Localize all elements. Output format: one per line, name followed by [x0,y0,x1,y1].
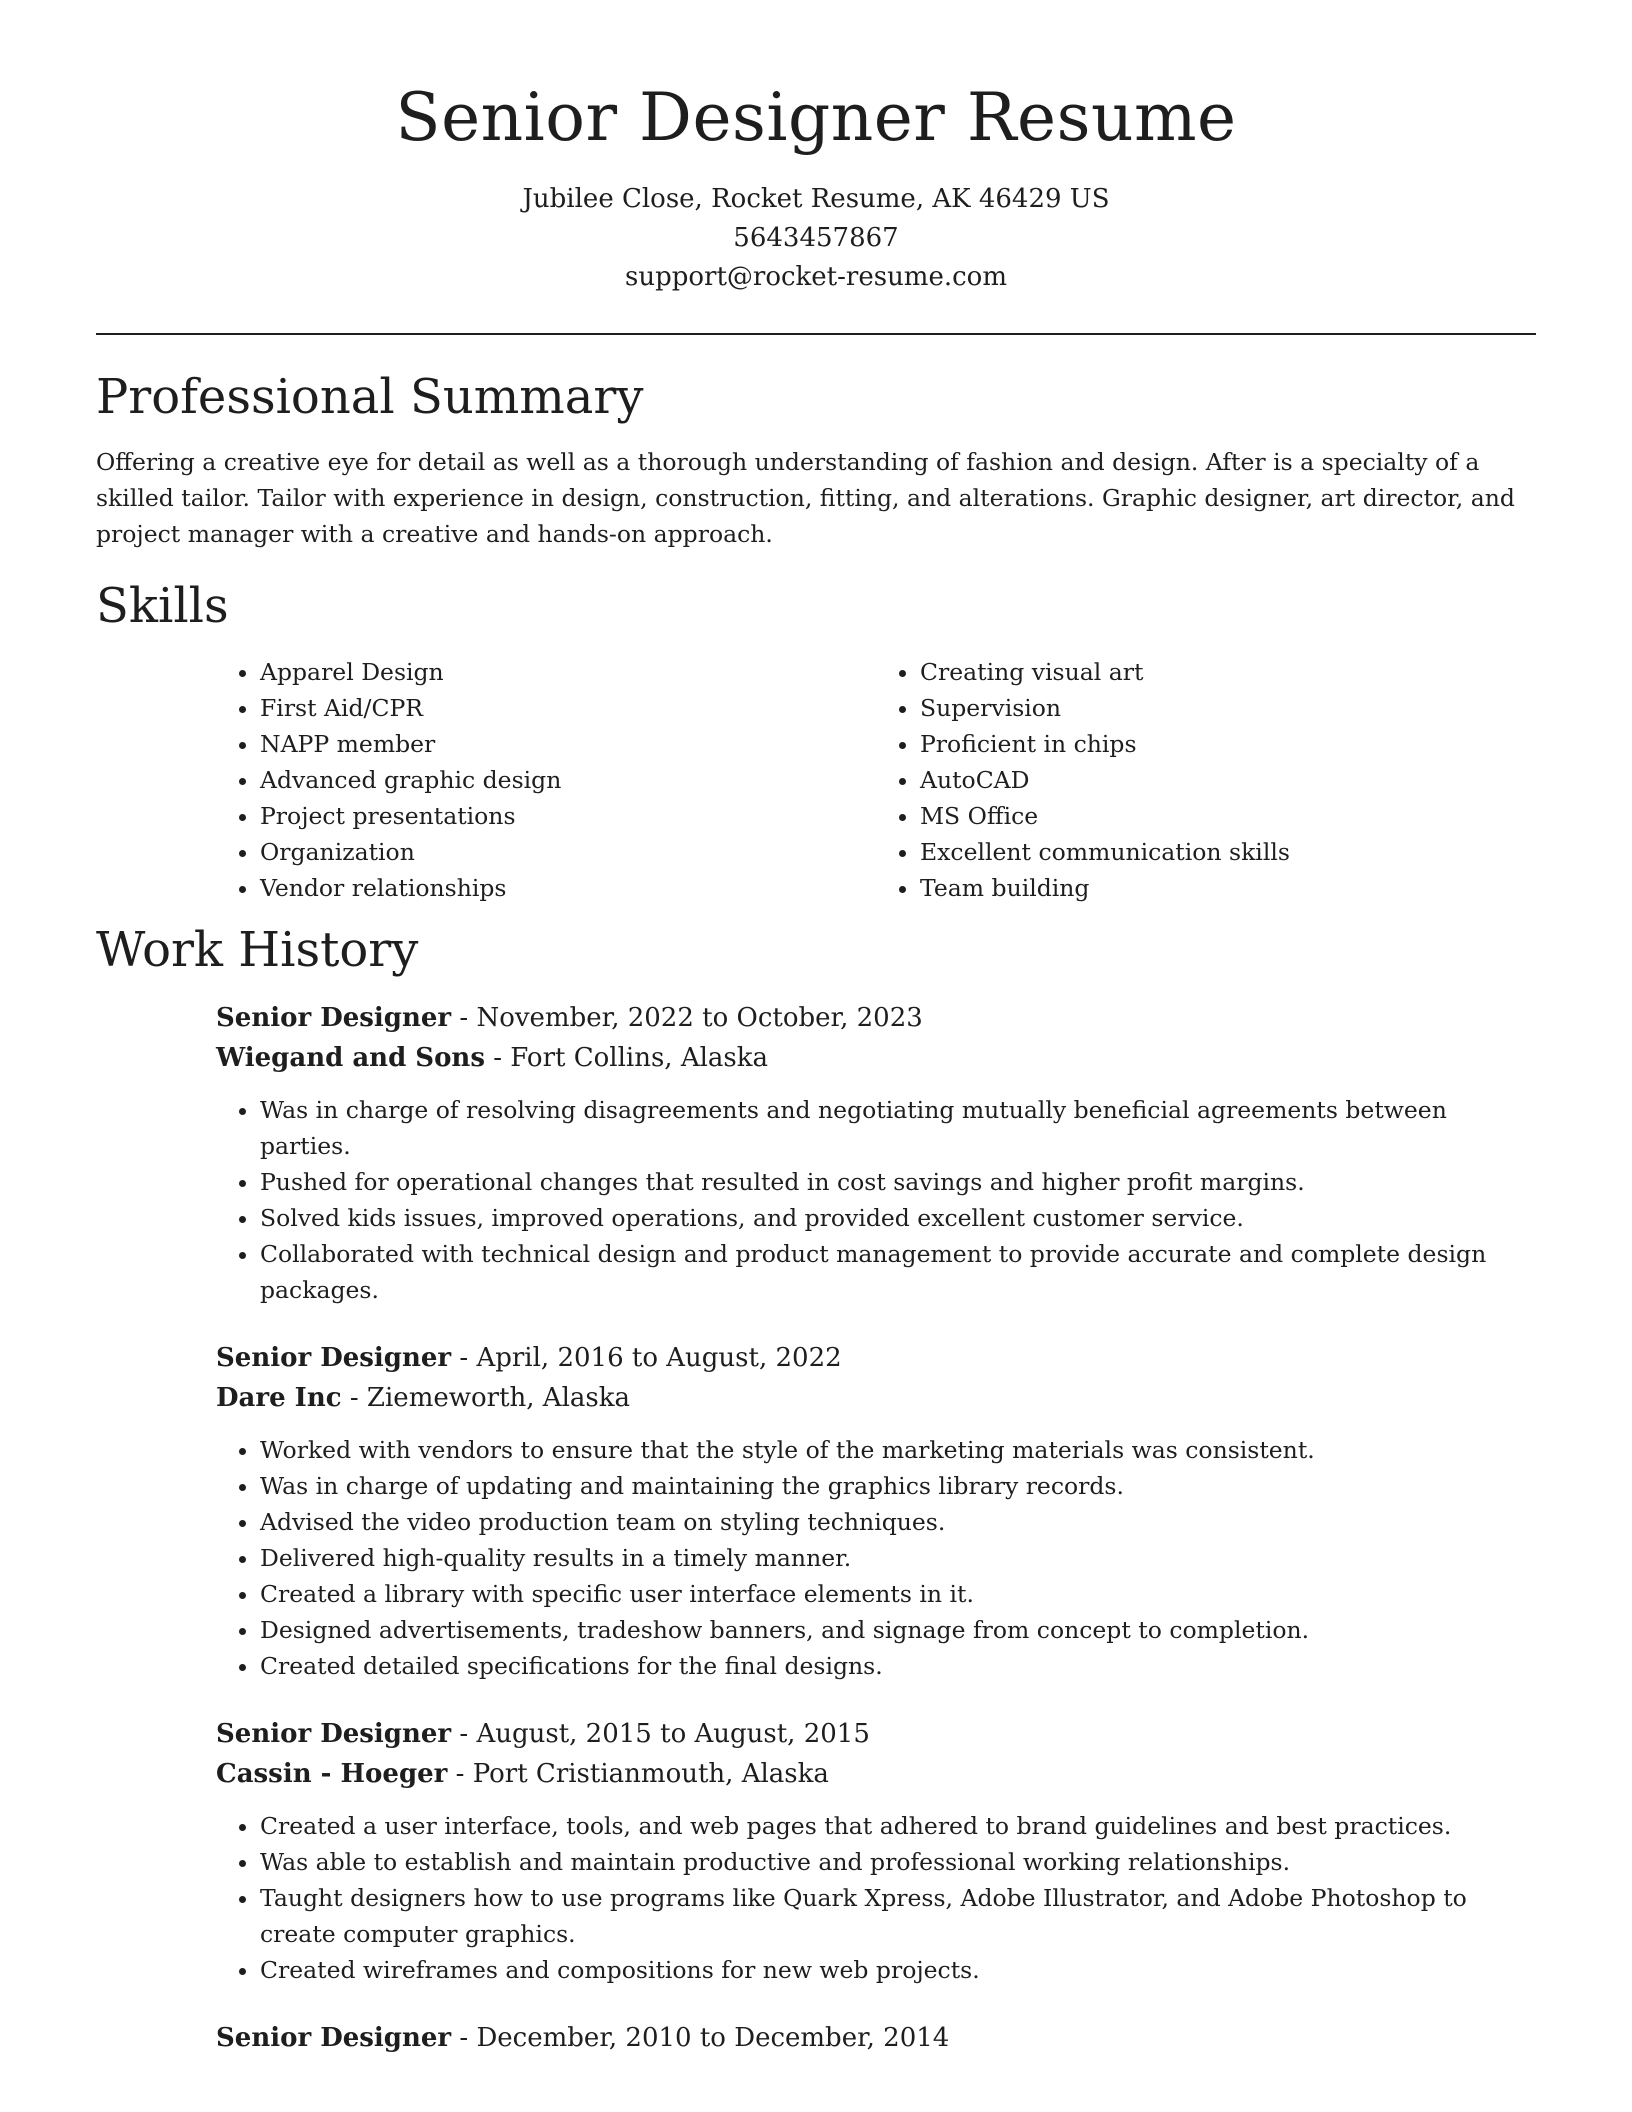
skill-item: • AutoCAD [920,762,1536,798]
job-bullet: • Designed advertisements, tradeshow banners, and signage from concept to completion. [260,1612,1536,1648]
job-company: Dare Inc [216,1382,342,1413]
job-location: Fort Collins, Alaska [510,1042,769,1073]
summary-section [96,369,1536,553]
job-dates: April, 2016 to August, 2022 [476,1342,842,1373]
job-bullet: • Worked with vendors to ensure that the style of the marketing materials was consistent. [260,1432,1536,1468]
job-dates: November, 2022 to October, 2023 [476,1002,923,1033]
skills-list-right [876,654,1536,906]
skills-section [96,578,1536,906]
job-title-line: Senior Designer - December, 2010 to December, 2014 [216,2022,950,2053]
resume-header [96,0,1536,297]
skill-item: • Organization [260,834,876,870]
job-company: Wiegand and Sons [216,1042,485,1073]
work-history-heading: Work History [96,922,419,979]
summary-text: Offering a creative eye for detail as well as a thorough understanding of fashion and design. After is a specialty of a skilled tailor. Tailor with experience in design, construction, fitting, and alterations. Graphic designer, art director, and project manager with a creative and hands-on approach. [96,448,1515,549]
job-entry [216,2018,1536,2058]
job-location: Ziemeworth, Alaska [366,1382,630,1413]
job-title-line: Senior Designer - November, 2022 to October, 2023 [216,1002,923,1033]
skills-list-left [216,654,876,906]
skills-columns [216,654,1536,906]
contact-block [96,180,1536,297]
job-entry [216,998,1536,1308]
job-bullets [216,1432,1536,1684]
job-bullet: • Was in charge of resolving disagreements and negotiating mutually beneficial agreements between parties. [260,1092,1536,1164]
job-bullet: • Pushed for operational changes that resulted in cost savings and higher profit margins. [260,1164,1536,1200]
job-bullet: • Collaborated with technical design and product management to provide accurate and complete design packages. [260,1236,1536,1308]
job-title: Senior Designer [216,1342,452,1373]
skill-item: • Vendor relationships [260,870,876,906]
summary-heading: Professional Summary [96,368,644,425]
job-title: Senior Designer [216,1718,452,1749]
job-entry [216,1338,1536,1684]
skill-item: • NAPP member [260,726,876,762]
job-entry [216,1714,1536,1988]
skill-item: • Advanced graphic design [260,762,876,798]
skill-item: • Apparel Design [260,654,876,690]
job-bullets [216,1092,1536,1308]
work-history-section [96,922,1536,2058]
job-company-line: Cassin - Hoeger - Port Cristianmouth, Alaska [216,1758,829,1789]
skill-item: • Proficient in chips [920,726,1536,762]
job-dates: August, 2015 to August, 2015 [476,1718,870,1749]
job-company: Cassin - Hoeger [216,1758,448,1789]
job-company-line: Dare Inc - Ziemeworth, Alaska [216,1382,630,1413]
job-bullet: • Created a library with specific user interface elements in it. [260,1576,1536,1612]
skill-item: • Team building [920,870,1536,906]
job-bullet: • Delivered high-quality results in a timely manner. [260,1540,1536,1576]
skill-item: • Supervision [920,690,1536,726]
job-company-line: Wiegand and Sons - Fort Collins, Alaska [216,1042,769,1073]
job-bullet: • Advised the video production team on styling techniques. [260,1504,1536,1540]
job-bullet: • Was able to establish and maintain productive and professional working relationships. [260,1844,1536,1880]
job-dates: December, 2010 to December, 2014 [476,2022,950,2053]
job-location: Port Cristianmouth, Alaska [472,1758,829,1789]
skill-item: • Excellent communication skills [920,834,1536,870]
phone-text: 5643457867 [733,222,899,253]
job-bullet: • Taught designers how to use programs like Quark Xpress, Adobe Illustrator, and Adobe Photoshop to create computer graphics. [260,1880,1536,1952]
resume-title: Senior Designer Resume [395,79,1237,156]
job-title: Senior Designer [216,2022,452,2053]
skills-heading: Skills [96,578,229,635]
job-bullet: • Created a user interface, tools, and web pages that adhered to brand guidelines and best practices. [260,1808,1536,1844]
header-divider [96,333,1536,335]
job-bullet: • Created detailed specifications for the final designs. [260,1648,1536,1684]
job-bullets [216,1808,1536,1988]
skill-item: • MS Office [920,798,1536,834]
job-bullet: • Created wireframes and compositions for new web projects. [260,1952,1536,1988]
skill-item: • Project presentations [260,798,876,834]
email-text: support@rocket-resume.com [624,261,1007,292]
job-bullet: • Was in charge of updating and maintaining the graphics library records. [260,1468,1536,1504]
skill-item: • Creating visual art [920,654,1536,690]
address-text: Jubilee Close, Rocket Resume, AK 46429 US [522,183,1110,214]
job-bullet: • Solved kids issues, improved operations, and provided excellent customer service. [260,1200,1536,1236]
job-title-line: Senior Designer - August, 2015 to August, 2015 [216,1718,870,1749]
job-title-line: Senior Designer - April, 2016 to August, 2022 [216,1342,842,1373]
job-title: Senior Designer [216,1002,452,1033]
skill-item: • First Aid/CPR [260,690,876,726]
